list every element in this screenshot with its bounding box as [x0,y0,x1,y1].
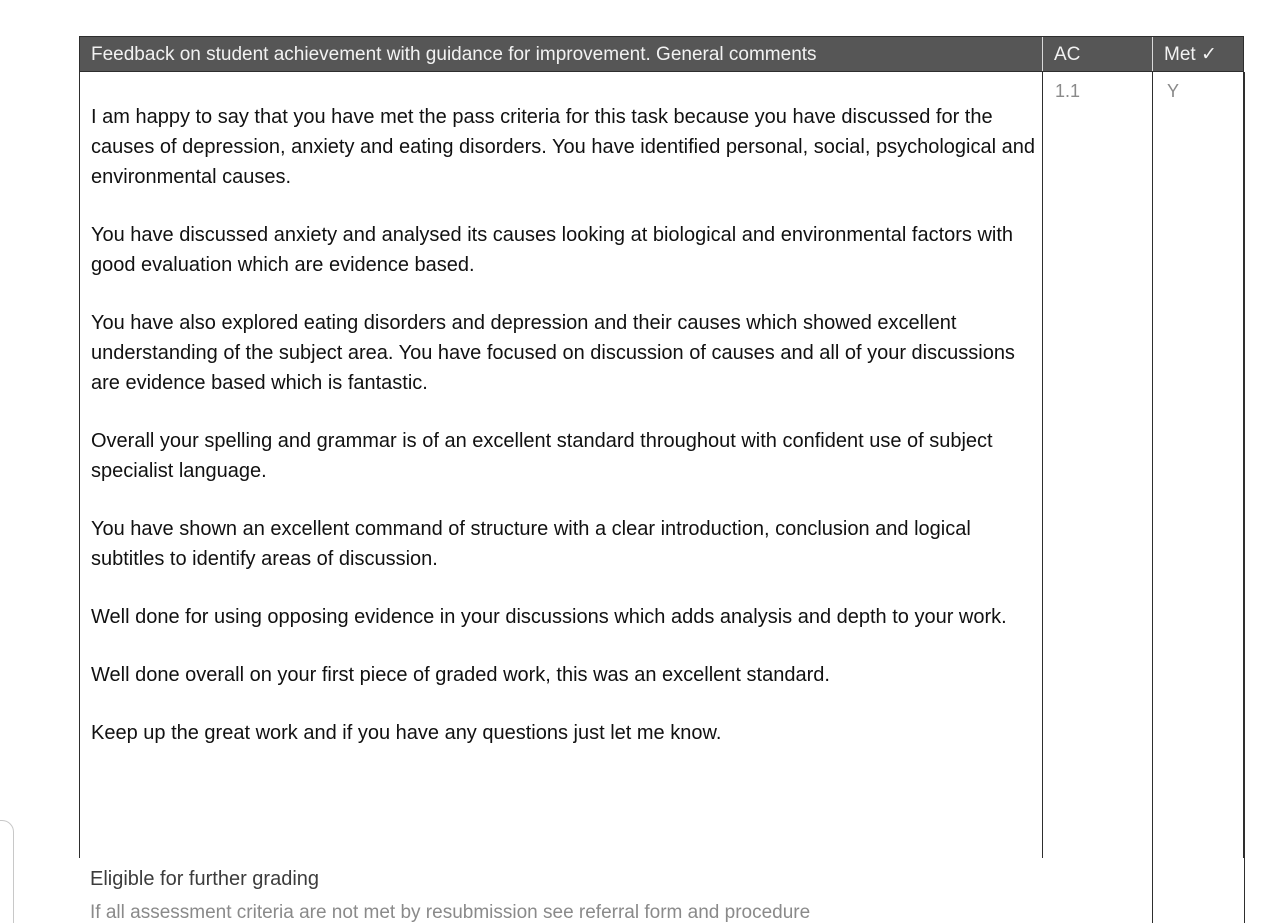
column-divider [1042,72,1043,858]
comment-paragraph: Keep up the great work and if you have any questions just let me know. [91,722,722,744]
met-value: Y [1167,81,1180,101]
header-ac: AC [1043,37,1153,71]
column-divider [1152,72,1153,923]
general-comments [91,102,1036,776]
comment-paragraph: Well done for using opposing evidence in your discussions which adds analysis and depth to your work. [91,606,1007,628]
ac-value: 1.1 [1055,81,1081,101]
side-tab-handle[interactable] [0,820,14,923]
comment-paragraph: You have also explored eating disorders and depression and their causes which showed excellent understanding of the subject area. You have focused on discussion of causes and all of your discussions are evidence based which is fantastic. [91,312,1015,394]
header-feedback: Feedback on student achievement with guidance for improvement. General comments [80,37,1043,71]
column-divider [1244,72,1245,923]
comment-paragraph: I am happy to say that you have met the pass criteria for this task because you have discussed for the causes of depression, anxiety and eating disorders. You have identified personal, social, psychological and environmental causes. [91,106,1035,188]
comment-paragraph: Overall your spelling and grammar is of an excellent standard throughout with confident use of subject specialist language. [91,430,993,482]
comment-paragraph: Well done overall on your first piece of graded work, this was an excellent standard. [91,664,830,686]
table-header-row [79,36,1244,72]
comment-paragraph: You have shown an excellent command of structure with a clear introduction, conclusion and logical subtitles to identify areas of discussion. [91,518,971,570]
header-met: Met ✓ [1164,44,1217,65]
comment-paragraph: You have discussed anxiety and analysed its causes looking at biological and environmental factors with good evaluation which are evidence based. [91,224,1014,276]
further-grading-section [90,864,1150,923]
table-body [79,72,1244,858]
further-grading-note: If all assessment criteria are not met by resubmission see referral form and procedure [90,902,811,923]
further-grading-title: Eligible for further grading [90,868,320,890]
